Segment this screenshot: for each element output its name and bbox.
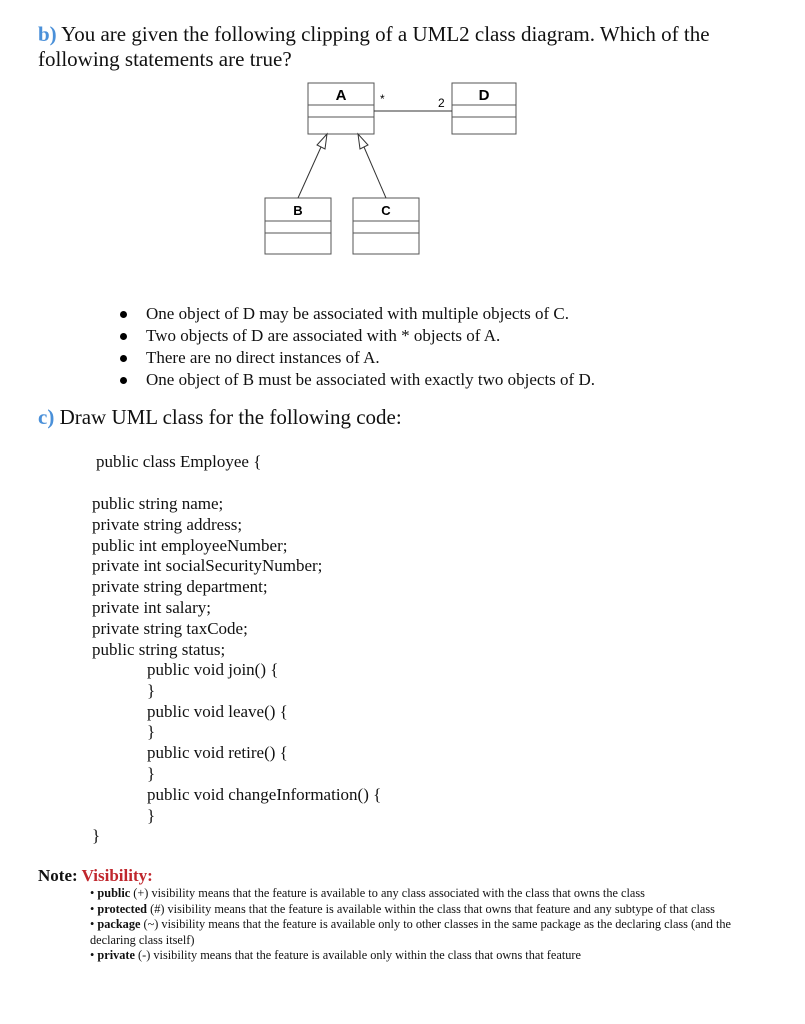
class-a — [308, 83, 374, 134]
code-method-close: } — [147, 722, 156, 742]
statement-item: There are no direct instances of A. — [120, 347, 595, 369]
note-item: • public (+) visibility means that the feature is available to any class associated with the class that owns the class — [90, 886, 645, 900]
bullet-dot-icon — [120, 333, 127, 340]
generalization-c-a — [358, 134, 386, 198]
code-field: public string status; — [92, 639, 226, 659]
code-field: private string address; — [92, 514, 243, 534]
bullet-dot-icon — [120, 355, 127, 362]
code-field: private string department; — [92, 577, 268, 597]
code-method-open: public void retire() { — [147, 743, 288, 763]
question-c-text: Draw UML class for the following code: — [59, 405, 402, 429]
multiplicity-a: * — [380, 92, 385, 106]
note-heading — [38, 866, 153, 886]
code-field: public int employeeNumber; — [92, 535, 288, 555]
code-field: private string taxCode; — [92, 618, 248, 638]
statement-item: One object of B must be associated with exactly two objects of D. — [120, 369, 595, 391]
note-item: • package (~) visibility means that the feature is available only to other classes in the same package as the declaring class (and the declaring class itself) — [90, 917, 731, 947]
class-b — [265, 198, 331, 254]
class-b-name: B — [293, 203, 303, 218]
class-c-name: C — [381, 203, 391, 218]
class-d-name: D — [478, 87, 490, 104]
generalization-b-a — [298, 134, 327, 198]
question-c — [38, 404, 402, 430]
code-fields — [92, 494, 322, 660]
code-class-close: } — [92, 826, 101, 845]
multiplicity-d: 2 — [438, 96, 445, 110]
bullet-dot-icon — [120, 377, 127, 384]
code-method-open: public void leave() { — [147, 701, 288, 721]
class-a-name: A — [335, 87, 347, 104]
statement-item: One object of D may be associated with multiple objects of C. — [120, 303, 595, 325]
code-method-open: public void changeInformation() { — [147, 784, 382, 804]
class-c — [353, 198, 419, 254]
question-b-label: b) — [38, 22, 57, 46]
class-d — [452, 83, 516, 134]
code-method-open: public void join() { — [147, 660, 279, 679]
question-c-label: c) — [38, 405, 55, 429]
code-field: private int socialSecurityNumber; — [92, 556, 323, 576]
code-method-close: } — [147, 805, 156, 825]
code-field: private int salary; — [92, 597, 211, 617]
note-item: • private (-) visibility means that the feature is available only within the class that owns that feature — [90, 948, 581, 963]
note-item: • protected (#) visibility means that the feature is available within the class that owns that feature and any subtype of that class — [90, 901, 715, 916]
question-b-text: You are given the following clipping of a UML2 class diagram. Which of the following statements are true? — [38, 22, 710, 71]
code-method-close: } — [147, 680, 156, 700]
code-methods — [147, 660, 381, 826]
code-method-close: } — [147, 763, 156, 783]
code-field: public string name; — [92, 494, 224, 513]
uml-class-diagram — [0, 0, 805, 300]
code-class-declaration: public class Employee { — [96, 452, 262, 471]
bullet-dot-icon — [120, 311, 127, 318]
statement-item: Two objects of D are associated with * objects of A. — [120, 325, 595, 347]
note-title: Visibility: — [81, 866, 153, 885]
statements-list — [120, 303, 595, 391]
note-visibility-list — [90, 886, 740, 964]
note-label: Note: — [38, 866, 78, 885]
